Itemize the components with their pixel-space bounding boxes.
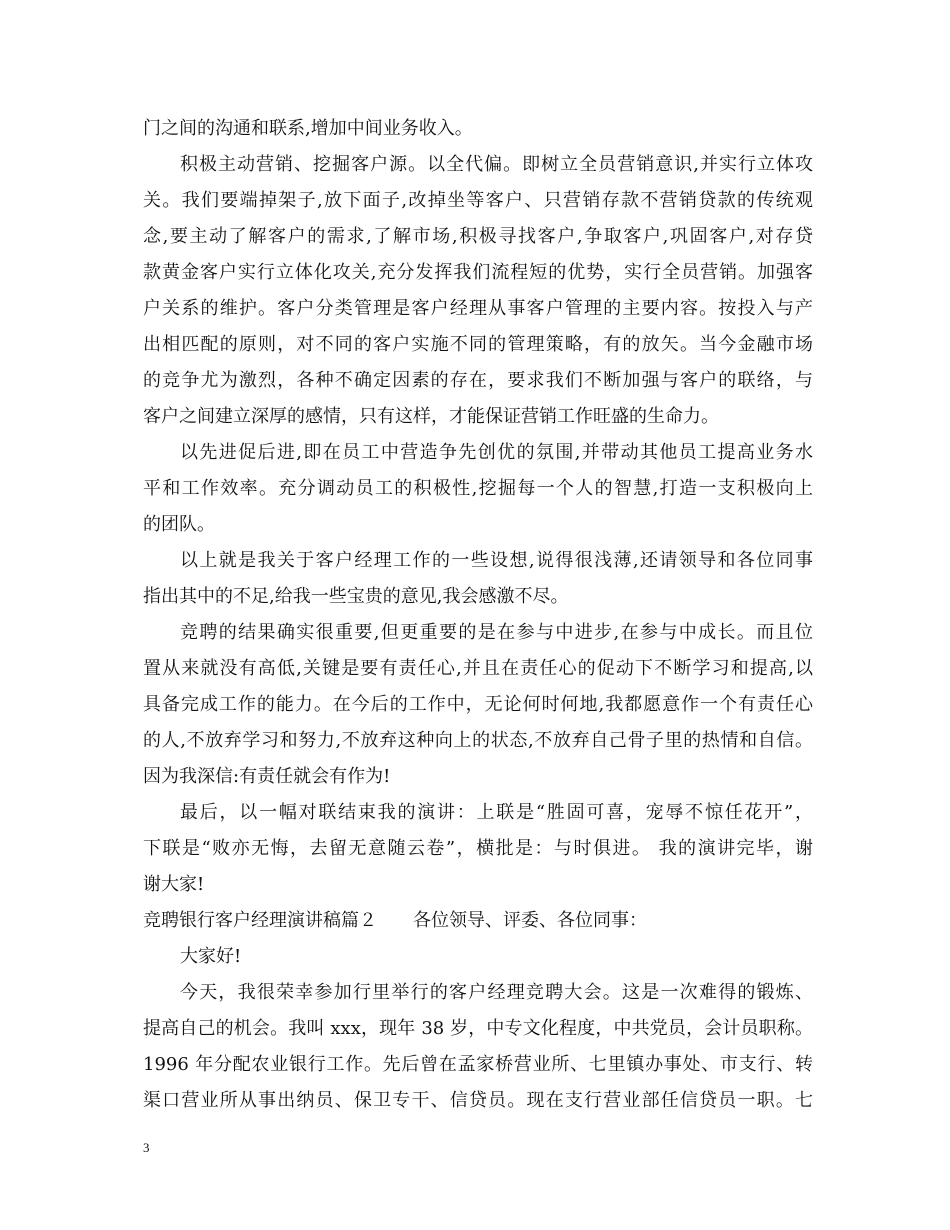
text-line: 指出其中的不足,给我一些宝贵的意见,我会感激不尽。 (143, 586, 569, 607)
text-line: 竞聘银行客户经理演讲稿篇２ 各位领导、评委、各位同事： (143, 910, 647, 931)
text-line: 出相匹配的原则，对不同的客户实施不同的管理策略，有的放矢。当今金融市场 (143, 334, 813, 355)
text-line: 门之间的沟通和联系,增加中间业务收入。 (143, 118, 473, 139)
text-line: 平和工作效率。充分调动员工的积极性,挖掘每一个人的智慧,打造一支积极向上 (143, 478, 813, 499)
text-line: 最后，以一幅对联结束我的演讲：上联是“胜固可喜，宠辱不惊任花开”， (180, 802, 813, 823)
text-line: 谢大家! (143, 874, 205, 895)
text-line: 渠口营业所从事出纳员、保卫专干、信贷员。现在支行营业部任信贷员一职。七 (143, 1090, 813, 1111)
text-line: 念,要主动了解客户的需求,了解市场,积极寻找客户,争取客户,巩固客户,对存贷 (143, 226, 813, 247)
text-line: 积极主动营销、挖掘客户源。以全代偏。即树立全员营销意识,并实行立体攻 (180, 154, 813, 175)
text-line: 提高自己的机会。我叫 xxx，现年 38 岁，中专文化程度，中共党员，会计员职称。 (143, 1018, 813, 1039)
text-line: 大家好! (180, 946, 242, 967)
text-line: 置从来就没有高低,关键是要有责任心,并且在责任心的促动下不断学习和提高,以 (143, 658, 813, 679)
text-line: 户关系的维护。客户分类管理是客户经理从事客户管理的主要内容。按投入与产 (143, 298, 813, 319)
text-line: 具备完成工作的能力。在今后的工作中，无论何时何地,我都愿意作一个有责任心 (143, 694, 813, 715)
text-line: 的人,不放弃学习和努力,不放弃这种向上的状态,不放弃自己骨子里的热情和自信。 (143, 730, 813, 751)
text-line: 的团队。 (143, 514, 215, 535)
text-line: 款黄金客户实行立体化攻关,充分发挥我们流程短的优势，实行全员营销。加强客 (143, 262, 813, 283)
text-line: 以先进促后进,即在员工中营造争先创优的氛围,并带动其他员工提高业务水 (180, 442, 813, 463)
text-line: 竞聘的结果确实很重要,但更重要的是在参与中进步,在参与中成长。而且位 (180, 622, 813, 643)
text-line: 客户之间建立深厚的感情，只有这样，才能保证营销工作旺盛的生命力。 (143, 406, 719, 427)
text-line: 的竞争尤为激烈，各种不确定因素的存在，要求我们不断加强与客户的联络，与 (143, 370, 813, 391)
page-number: 3 (143, 1140, 150, 1155)
text-line: 因为我深信:有责任就会有作为! (143, 766, 391, 787)
text-line: 关。我们要端掉架子,放下面子,改掉坐等客户、只营销存款不营销贷款的传统观 (143, 190, 813, 211)
document-body (143, 111, 813, 1119)
text-line: 以上就是我关于客户经理工作的一些设想,说得很浅薄,还请领导和各位同事 (180, 550, 813, 571)
text-line: 今天，我很荣幸参加行里举行的客户经理竞聘大会。这是一次难得的锻炼、 (180, 982, 813, 1003)
text-line: 下联是“败亦无悔，去留无意随云卷”，横批是：与时俱进。 我的演讲完毕，谢 (143, 838, 813, 859)
text-line: 1996 年分配农业银行工作。先后曾在孟家桥营业所、七里镇办事处、市支行、转 (143, 1054, 813, 1075)
